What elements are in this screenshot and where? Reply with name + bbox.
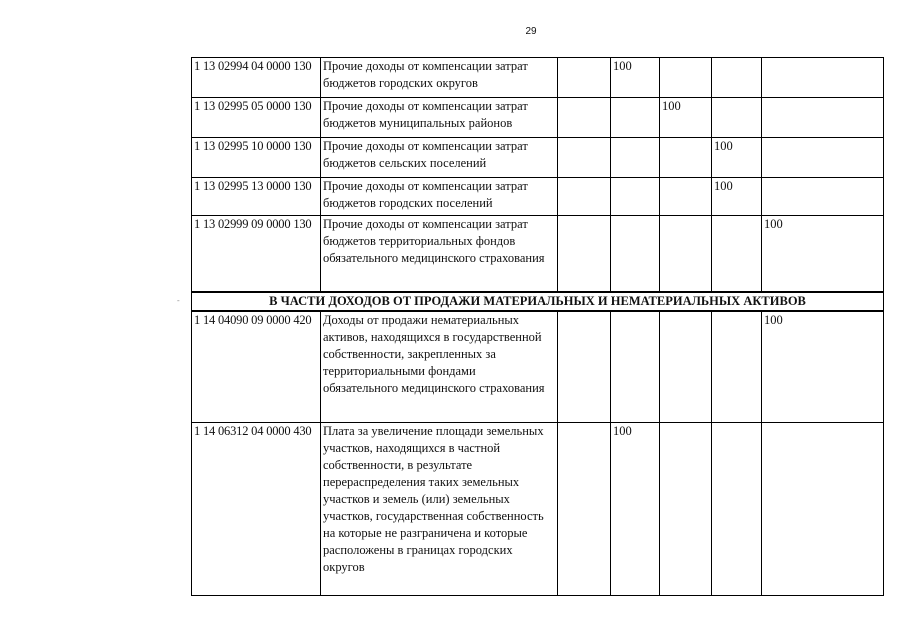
value-cell bbox=[712, 98, 762, 138]
value-cell bbox=[660, 178, 712, 216]
income-name-line: Прочие доходы от компенсации затрат bbox=[323, 99, 528, 113]
value-cell bbox=[558, 58, 611, 98]
income-name-line: Прочие доходы от компенсации затрат bbox=[323, 59, 528, 73]
value-cell bbox=[712, 311, 762, 423]
income-name-line: Плата за увеличение площади земельных bbox=[323, 424, 544, 438]
page-number: 29 bbox=[525, 26, 537, 37]
value-cell bbox=[611, 216, 660, 292]
budget-code: 1 13 02995 10 0000 130 bbox=[192, 138, 321, 178]
income-name-line: Доходы от продажи нематериальных bbox=[323, 312, 520, 327]
income-name-line: расположены в границах городских bbox=[323, 543, 513, 557]
income-name bbox=[321, 58, 558, 98]
value-cell bbox=[611, 311, 660, 423]
budget-code: 1 13 02995 05 0000 130 bbox=[192, 98, 321, 138]
table-body-1 bbox=[192, 58, 884, 292]
income-name-line: бюджетов территориальных фондов bbox=[323, 234, 516, 248]
value-cell bbox=[558, 98, 611, 138]
value-cell bbox=[762, 58, 884, 98]
value-cell bbox=[762, 423, 884, 596]
value-cell bbox=[611, 178, 660, 216]
income-name-line: перераспределения таких земельных bbox=[323, 475, 520, 489]
value-cell bbox=[660, 138, 712, 178]
value-cell bbox=[660, 216, 712, 292]
value-cell: 100 bbox=[712, 138, 762, 178]
value-cell bbox=[712, 58, 762, 98]
income-name-line: бюджетов муниципальных районов bbox=[323, 116, 513, 130]
income-name-line: территориальными фондами bbox=[323, 363, 476, 378]
income-name-line: участков и земель (или) земельных bbox=[323, 492, 510, 506]
income-name-line: Прочие доходы от компенсации затрат bbox=[323, 139, 528, 153]
table-row bbox=[192, 58, 884, 98]
section-row bbox=[192, 292, 884, 311]
income-name bbox=[321, 311, 558, 423]
value-cell: 100 bbox=[611, 423, 660, 596]
value-cell: 100 bbox=[660, 98, 712, 138]
value-cell bbox=[558, 216, 611, 292]
income-name bbox=[321, 98, 558, 138]
budget-code: 1 14 04090 09 0000 420 bbox=[192, 311, 321, 423]
value-cell bbox=[660, 311, 712, 423]
income-name-line: на которые не разграничена и которые bbox=[323, 526, 528, 540]
value-cell: 100 bbox=[712, 178, 762, 216]
income-name bbox=[321, 178, 558, 216]
table-row bbox=[192, 423, 884, 596]
section-body bbox=[192, 292, 884, 311]
income-name bbox=[321, 216, 558, 292]
table-body-2 bbox=[192, 311, 884, 596]
income-name-line: Прочие доходы от компенсации затрат bbox=[323, 217, 528, 231]
income-name-line: собственности, закрепленных за bbox=[323, 346, 496, 361]
value-cell bbox=[558, 178, 611, 216]
value-cell: 100 bbox=[762, 216, 884, 292]
income-name-line: участков, находящихся в частной bbox=[323, 441, 501, 455]
income-name-line: активов, находящихся в государственной bbox=[323, 329, 542, 344]
income-name bbox=[321, 138, 558, 178]
table-row bbox=[192, 138, 884, 178]
income-name-line: собственности, в результате bbox=[323, 458, 473, 472]
section-title: В ЧАСТИ ДОХОДОВ ОТ ПРОДАЖИ МАТЕРИАЛЬНЫХ И НЕМАТЕРИАЛЬНЫХ АКТИВОВ bbox=[192, 292, 884, 311]
value-cell bbox=[558, 138, 611, 178]
value-cell bbox=[762, 178, 884, 216]
budget-code: 1 14 06312 04 0000 430 bbox=[192, 423, 321, 596]
budget-code: 1 13 02995 13 0000 130 bbox=[192, 178, 321, 216]
value-cell bbox=[712, 216, 762, 292]
income-name-line: бюджетов городских округов bbox=[323, 76, 478, 90]
budget-code: 1 13 02999 09 0000 130 bbox=[192, 216, 321, 292]
value-cell bbox=[611, 138, 660, 178]
table-row bbox=[192, 178, 884, 216]
value-cell: 100 bbox=[762, 311, 884, 423]
value-cell bbox=[660, 423, 712, 596]
value-cell bbox=[660, 58, 712, 98]
income-name-line: обязательного медицинского страхования bbox=[323, 251, 545, 265]
table-row bbox=[192, 216, 884, 292]
value-cell: 100 bbox=[611, 58, 660, 98]
value-cell bbox=[558, 423, 611, 596]
value-cell bbox=[558, 311, 611, 423]
income-name-line: округов bbox=[323, 560, 365, 574]
value-cell bbox=[611, 98, 660, 138]
income-name-line: бюджетов городских поселений bbox=[323, 196, 493, 210]
table-row bbox=[192, 311, 884, 423]
income-name-line: участков, государственная собственность bbox=[323, 509, 544, 523]
income-name-line: обязательного медицинского страхования bbox=[323, 380, 545, 395]
budget-code: 1 13 02994 04 0000 130 bbox=[192, 58, 321, 98]
income-name-line: Прочие доходы от компенсации затрат bbox=[323, 179, 528, 193]
value-cell bbox=[762, 98, 884, 138]
budget-table bbox=[191, 57, 884, 596]
table-row bbox=[192, 98, 884, 138]
margin-tick: - bbox=[177, 296, 180, 305]
value-cell bbox=[762, 138, 884, 178]
income-name-line: бюджетов сельских поселений bbox=[323, 156, 487, 170]
value-cell bbox=[712, 423, 762, 596]
income-name bbox=[321, 423, 558, 596]
